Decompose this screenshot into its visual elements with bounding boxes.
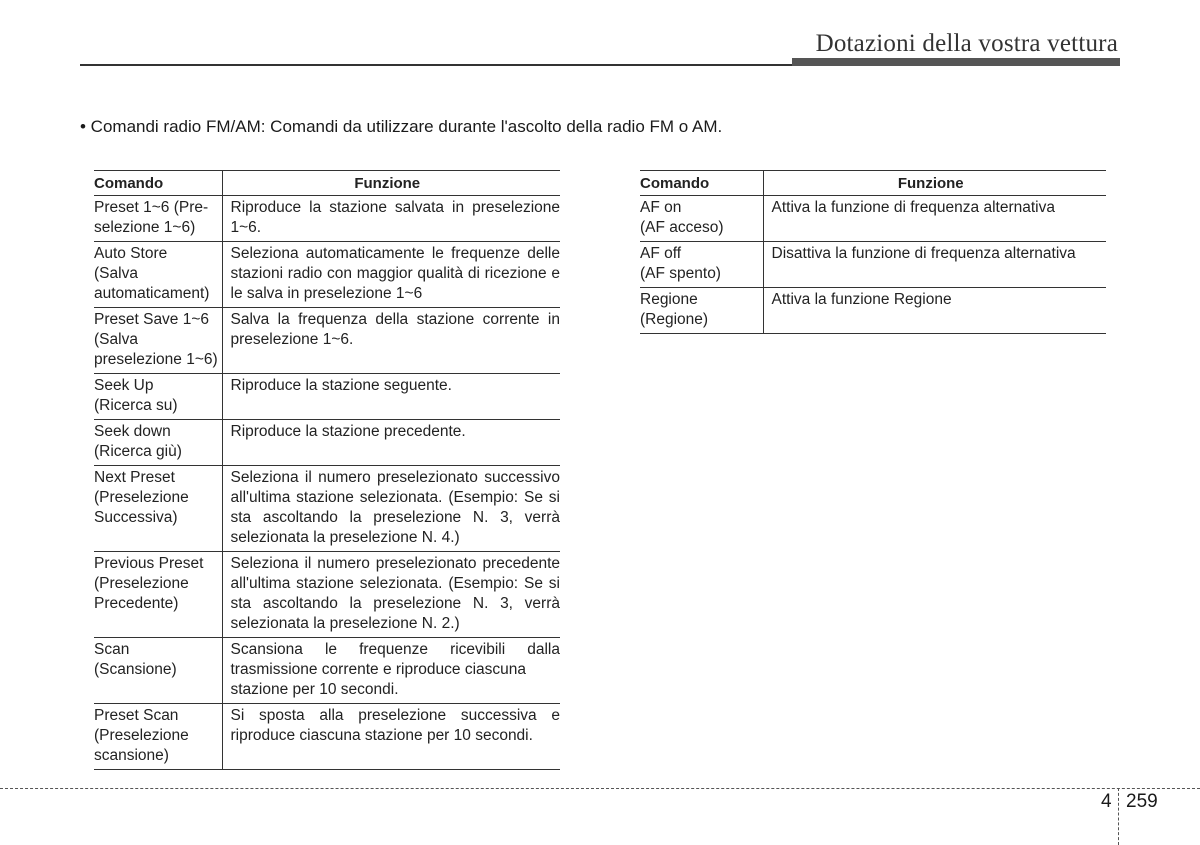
command-cell: AF on (AF acceso) bbox=[640, 196, 763, 242]
function-cell: Riproduce la stazione seguente. bbox=[222, 374, 560, 420]
table-row bbox=[94, 704, 560, 770]
function-cell: Riproduce la stazione salvata in preselezione 1~6. bbox=[222, 196, 560, 242]
function-cell: Attiva la funzione Regione bbox=[763, 288, 1106, 334]
fm-am-commands-table bbox=[94, 170, 560, 770]
table-row bbox=[94, 308, 560, 374]
header-accent-bar bbox=[792, 58, 1120, 66]
table-row bbox=[94, 196, 560, 242]
command-cell: Scan (Scansione) bbox=[94, 638, 222, 704]
footer-dashed-divider bbox=[1118, 788, 1119, 845]
column-header-function: Funzione bbox=[222, 171, 560, 196]
function-cell: Scansiona le frequenze ricevibili dalla trasmissione corrente e riproduce ciascuna stazione per 10 secondi. bbox=[222, 638, 560, 704]
command-cell: Auto Store (Salva automaticament) bbox=[94, 242, 222, 308]
function-cell: Seleziona automaticamente le frequenze delle stazioni radio con maggior qualità di ricezione e le salva in preselezione 1~6 bbox=[222, 242, 560, 308]
column-header-command: Comando bbox=[94, 171, 222, 196]
rds-commands-table bbox=[640, 170, 1106, 334]
running-header-title: Dotazioni della vostra vettura bbox=[815, 30, 1118, 57]
table-row bbox=[94, 552, 560, 638]
function-cell: Seleziona il numero preselezionato precedente all'ultima stazione selezionata. (Esempio: Se si sta ascoltando la preselezione N. 3, verrà selezionata la preselezione N. 2.) bbox=[222, 552, 560, 638]
column-header-function: Funzione bbox=[763, 171, 1106, 196]
chapter-number: 4 bbox=[1101, 791, 1112, 812]
command-cell: Preset 1~6 (Pre- selezione 1~6) bbox=[94, 196, 222, 242]
table-row bbox=[640, 242, 1106, 288]
table-row bbox=[94, 420, 560, 466]
table-row bbox=[640, 288, 1106, 334]
command-cell: Previous Preset (Preselezione Precedente) bbox=[94, 552, 222, 638]
function-cell: Attiva la funzione di frequenza alternativa bbox=[763, 196, 1106, 242]
function-cell: Salva la frequenza della stazione corrente in preselezione 1~6. bbox=[222, 308, 560, 374]
command-cell: Next Preset (Preselezione Successiva) bbox=[94, 466, 222, 552]
command-cell: AF off (AF spento) bbox=[640, 242, 763, 288]
function-cell: Riproduce la stazione precedente. bbox=[222, 420, 560, 466]
section-intro: • Comandi radio FM/AM: Comandi da utilizzare durante l'ascolto della radio FM o AM. bbox=[80, 117, 723, 136]
footer-dashed-rule bbox=[0, 788, 1200, 789]
table-header-row bbox=[640, 171, 1106, 196]
table-header-row bbox=[94, 171, 560, 196]
table-row bbox=[640, 196, 1106, 242]
command-cell: Regione (Regione) bbox=[640, 288, 763, 334]
command-cell: Seek Up (Ricerca su) bbox=[94, 374, 222, 420]
table-row bbox=[94, 466, 560, 552]
table-row bbox=[94, 638, 560, 704]
function-cell: Si sposta alla preselezione successiva e riproduce ciascuna stazione per 10 secondi. bbox=[222, 704, 560, 770]
function-cell: Disattiva la funzione di frequenza alternativa bbox=[763, 242, 1106, 288]
column-header-command: Comando bbox=[640, 171, 763, 196]
command-cell: Seek down (Ricerca giù) bbox=[94, 420, 222, 466]
function-cell: Seleziona il numero preselezionato successivo all'ultima stazione selezionata. (Esempio: Se si sta ascoltando la preselezione N. 3, verrà selezionata la preselezione N. 4.) bbox=[222, 466, 560, 552]
command-cell: Preset Save 1~6 (Salva preselezione 1~6) bbox=[94, 308, 222, 374]
table-row bbox=[94, 242, 560, 308]
table-row bbox=[94, 374, 560, 420]
page-number: 259 bbox=[1126, 791, 1158, 812]
command-cell: Preset Scan (Preselezione scansione) bbox=[94, 704, 222, 770]
